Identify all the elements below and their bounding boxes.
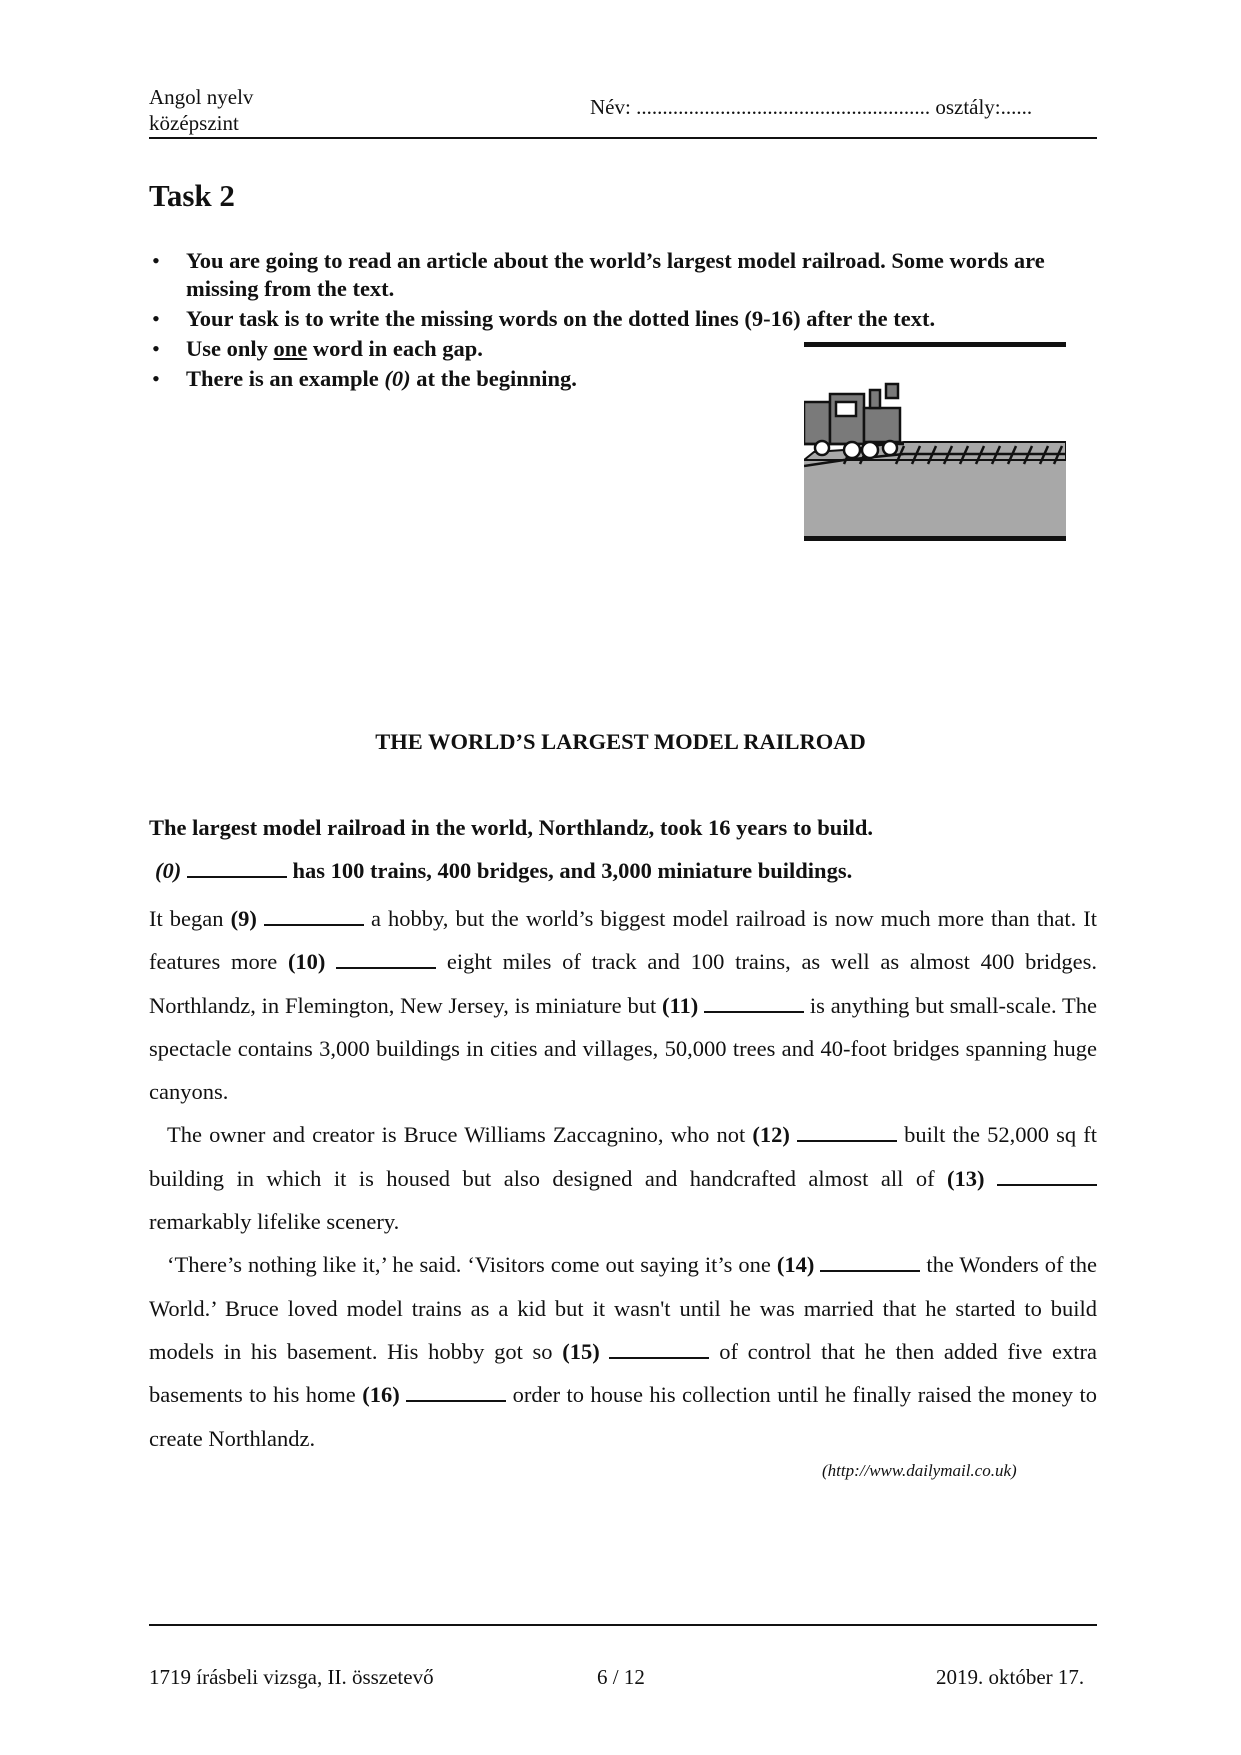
instruction-item: • You are going to read an article about the world’s largest model railroad. Some words are missing from the text. — [152, 248, 1045, 301]
gap-13 — [997, 1166, 1097, 1186]
paragraph: ‘There’s nothing like it,’ he said. ‘Visitors come out saying it’s one (14) the Wonders of the World.’ Bruce loved model trains as a kid but it wasn't until he was married that he started to build models in his basement. His hobby got so (15) of control that he then added five extra basements to his home (16) order to house his collection until he finally raised the money to create Northlandz. — [149, 1252, 1098, 1451]
example-sentence: (0) has 100 trains, 400 bridges, and 3,000 miniature buildings. — [155, 858, 853, 883]
header-subject-block — [149, 84, 253, 136]
paragraph: It began (9) a hobby, but the world’s biggest model railroad is now much more than that. It features more (10) eight miles of track and 100 trains, as well as almost 400 bridges. Northlandz, in Flemington, New Jersey, is miniature but (11) is anything but small-scale. The spectacle contains 3,000 buildings in cities and villages, 50,000 trees and 40-foot bridges spanning huge canyons. — [149, 906, 1097, 1105]
bullet-icon: • — [152, 336, 160, 361]
bullet-icon: • — [152, 248, 160, 273]
header-divider — [149, 137, 1097, 139]
bullet-icon: • — [152, 366, 160, 391]
gap-16 — [406, 1382, 506, 1402]
gap-number-9: (9) — [230, 906, 257, 931]
gap-number-10: (10) — [287, 949, 326, 975]
gap-number-11: (11) — [662, 992, 699, 1018]
instruction-item: • Use only one word in each gap. — [152, 336, 483, 361]
footer-date: 2019. október 17. — [936, 1665, 1085, 1689]
paragraph: The owner and creator is Bruce Williams Zaccagnino, who not (12) built the 52,000 sq ft building in which it is housed but also designed and handcrafted almost all of (13) remarkably lifelike scenery. — [149, 1122, 1097, 1235]
header-name-field: Név: ........................................................ osztály:...... — [590, 95, 1033, 119]
gap-14 — [820, 1252, 920, 1272]
model-train-icon — [804, 342, 1066, 542]
footer-page-number: 6 / 12 — [597, 1665, 645, 1689]
gap-11 — [704, 993, 804, 1013]
gap-9 — [264, 906, 364, 926]
example-number: (0) — [155, 858, 182, 883]
example-gap — [187, 858, 287, 878]
instruction-item: • Your task is to write the missing words on the dotted lines (9-16) after the text. — [152, 306, 936, 331]
source-citation: (http://www.dailymail.co.uk) — [822, 1461, 1017, 1480]
article-lead: The largest model railroad in the world, Northlandz, took 16 years to build. — [149, 815, 873, 840]
bullet-icon: • — [152, 306, 160, 331]
article-body — [149, 897, 1097, 1460]
gap-number-12: (12) — [752, 1122, 790, 1148]
article-title: THE WORLD’S LARGEST MODEL RAILROAD — [375, 729, 866, 754]
footer-divider — [149, 1624, 1097, 1626]
gap-number-14: (14) — [776, 1252, 815, 1278]
gap-15 — [609, 1339, 709, 1359]
footer-exam-label: 1719 írásbeli vizsga, II. összetevő — [149, 1665, 434, 1689]
task-title: Task 2 — [149, 178, 235, 213]
header-subject: Angol nyelv — [149, 85, 254, 109]
instruction-item: • There is an example (0) at the beginning. — [152, 366, 577, 391]
gap-10 — [336, 949, 436, 969]
gap-12 — [797, 1122, 897, 1142]
gap-number-15: (15) — [562, 1338, 600, 1364]
gap-number-16: (16) — [362, 1382, 400, 1408]
header-level: középszint — [149, 111, 239, 135]
gap-number-13: (13) — [947, 1165, 985, 1191]
